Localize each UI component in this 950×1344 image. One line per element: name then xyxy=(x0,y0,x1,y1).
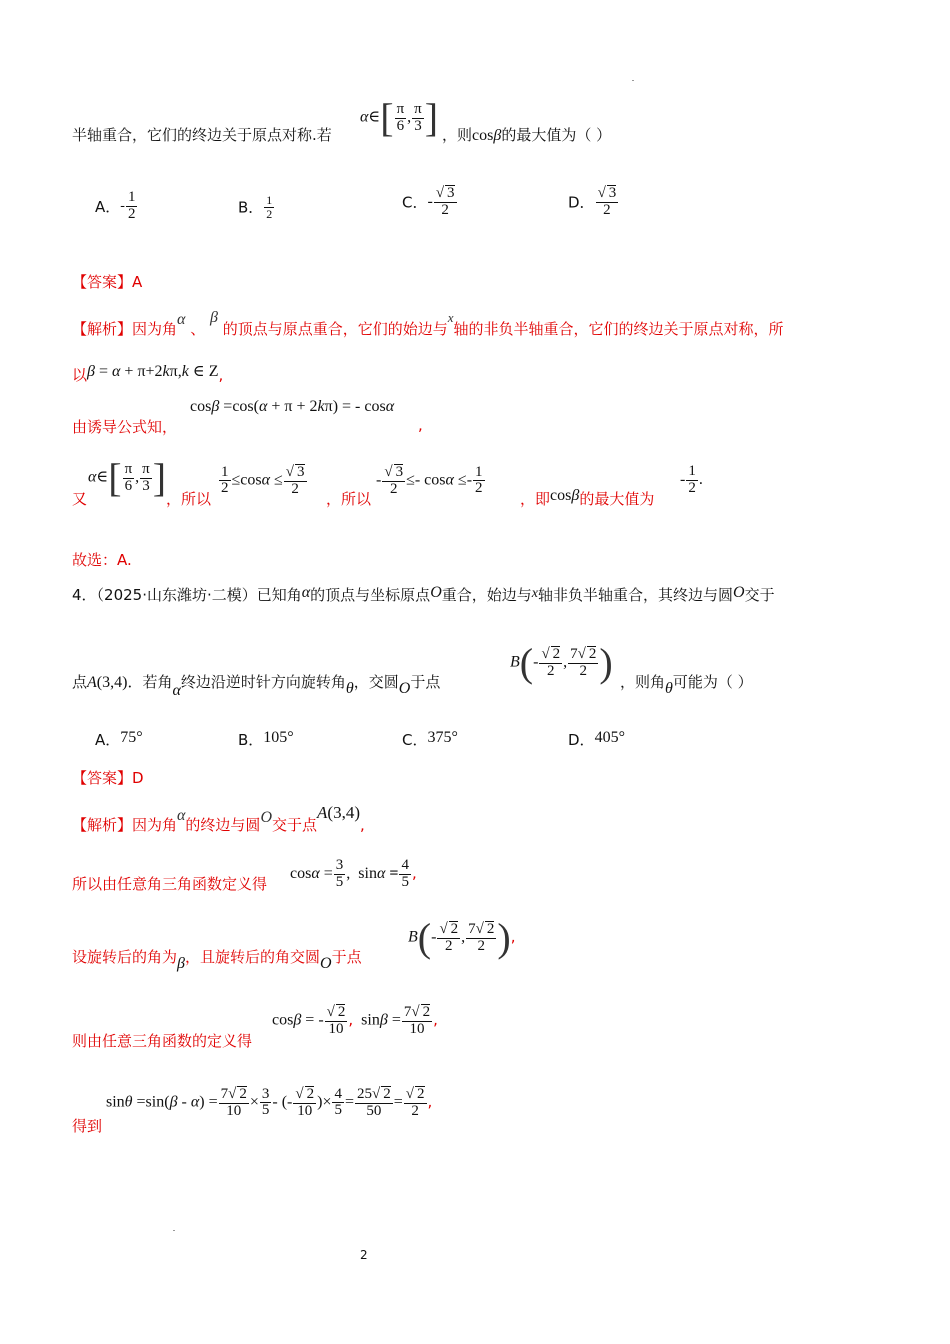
q3-option-d: D． $\frac{√ 3}{2}$ xyxy=(568,185,617,218)
speck xyxy=(632,80,634,81)
q3-so1: ，所以 xyxy=(166,490,212,508)
q3-analysis-line3: 由诱导公式知， xyxy=(72,418,178,436)
q4-cos-sin-alpha: cosα = $\frac{3}{5}$ , sinα = $\frac{4}{5}$ , xyxy=(290,857,417,890)
q4-analysis-line5: 得到 xyxy=(72,1117,103,1135)
q4-stem-line1: 4．（2025·山东潍坊·二模）已知角α的顶点与坐标原点O重合，始边与x轴非负半轴重合，其终边与圆O交于 xyxy=(72,584,775,604)
q4-stem-line2a: 点A(3,4)．若角α终边沿逆时针方向旋转角θ，交圆O于点 xyxy=(72,673,441,699)
q3-max-value: - $\frac{1}{2}$ . xyxy=(680,463,703,496)
q3-stem-tail: ，则cosβ的最大值为（ ） xyxy=(442,126,612,144)
q3-cos-identity: cosβ =cos(α + π + 2kπ) = - cosα xyxy=(190,398,395,415)
q3-ineq2: - $\frac{√ 3}{2}$ ≤- cosα ≤- $\frac{1}{2}$ xyxy=(376,463,483,497)
q4-option-b: B．105° xyxy=(238,729,294,749)
q3-alpha-range: α∈[ $\frac{\pi}{6}$ , $\frac{\pi}{3}$ ] xyxy=(360,95,439,140)
q3-so2: ，所以 xyxy=(326,490,372,508)
q4-analysis-line2: 所以由任意角三角函数定义得 xyxy=(72,875,268,893)
q3-alpha-range-2: α∈[ $\frac{\pi}{6}$ , $\frac{\pi}{3}$ ] xyxy=(88,455,167,500)
q4-point-b-2: B(- $\frac{√ 2}{2}$ , $\frac{7√ 2}{2}$ ), xyxy=(408,915,516,960)
q3-ineq1: $\frac{1}{2}$ ≤cosα ≤ $\frac{√ 3}{2}$ xyxy=(221,463,305,497)
q4-answer: 【答案】D xyxy=(72,769,144,787)
q4-analysis-line3a: 设旋转后的角为β，且旋转后的角交圆O于点 xyxy=(72,948,362,972)
q3-comma: , xyxy=(418,416,423,434)
q4-option-d: D．405° xyxy=(568,729,625,749)
q4-point-b: B(- $\frac{√ 2}{2}$ , $\frac{7√ 2}{2}$ ) xyxy=(510,640,613,685)
q3-choose: 故选：A. xyxy=(72,551,132,569)
q4-analysis-line1: 【解析】因为角α的终边与圆O交于点A(3,4), xyxy=(72,803,365,834)
q4-analysis-line4: 则由任意三角函数的定义得 xyxy=(72,1032,253,1050)
q4-cos-sin-beta: cosβ = - $\frac{√ 2}{10}$ , sinβ = $\frac{7√ 2}{10}$ , xyxy=(272,1004,438,1037)
q3-option-c: C．- $\frac{√ 3}{2}$ xyxy=(402,185,455,218)
q3-answer: 【答案】A xyxy=(72,273,143,291)
q3-analysis-line4a: 又 xyxy=(72,490,88,508)
page-number: 2 xyxy=(360,1248,368,1262)
speck xyxy=(173,1230,175,1231)
q4-stem-line2b: ，则角θ可能为（ ） xyxy=(620,673,753,697)
q3-conclusion: ，即cosβ的最大值为 xyxy=(520,487,655,508)
q3-analysis-line1: 【解析】因为角α 、 β 的顶点与原点重合，它们的始边与x轴的非负半轴重合，它们的终边关于原点对称，所 xyxy=(72,309,784,338)
q3-stem-text: 半轴重合，它们的终边关于原点对称.若 xyxy=(72,126,332,144)
q3-option-a: A．- $\frac{1}{2}$ xyxy=(95,189,136,222)
q4-sin-theta: sinθ =sin(β - α) = $\frac{7√ 2}{10}$ × $\frac{3}{5}$ - (- $\frac{√ 2}{10}$ )× $\frac{4}{5}$ = $\frac{25√ 2}{50}$ = $\frac{√ 2}{2}$ , xyxy=(106,1085,433,1119)
q4-option-a: A．75° xyxy=(95,729,143,749)
q3-option-b: B． $\frac{1}{2}$ xyxy=(238,193,273,221)
q4-option-c: C．375° xyxy=(402,729,458,749)
q3-analysis-line2: 以β = α + π+2kπ,k ∈ Z, xyxy=(72,363,224,384)
q3-stem xyxy=(72,124,332,145)
